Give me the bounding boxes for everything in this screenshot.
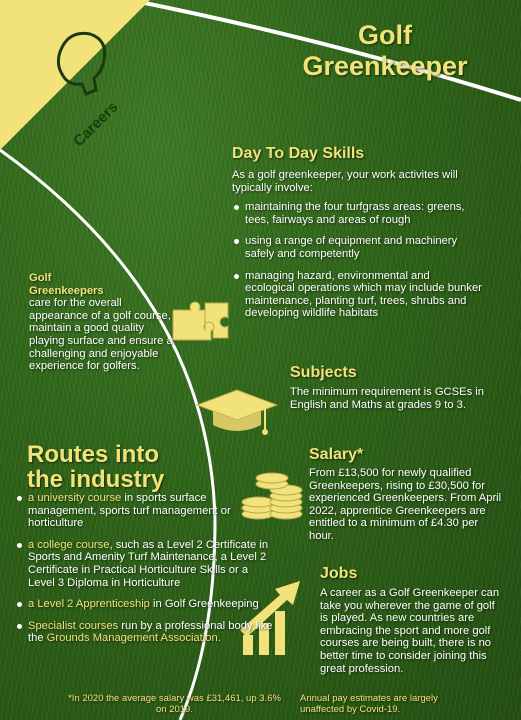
routes-heading-line-2: the industry [27, 466, 165, 493]
route-highlight: Specialist courses [28, 619, 119, 632]
salary-section [309, 446, 504, 543]
title-line-2: Greenkeeper [302, 51, 468, 81]
list-item [15, 492, 275, 530]
routes-section [15, 492, 275, 654]
puzzle-icon [168, 295, 238, 345]
salary-text: From £13,500 for newly qualified Greenkeepers, rising to £30,500 for experienced Greenkeepers. From April 2022, apprentice Greenkeepers are entitled to a minimum of £4.30 per hour. [309, 467, 502, 542]
skills-list [232, 201, 482, 320]
route-text: in Golf Greenkeeping [149, 598, 259, 611]
greenkeepers-label: Golf Greenkeepers [29, 272, 104, 297]
list-item: using a range of equipment and machinery safely and competently [232, 235, 482, 260]
route-text: run by a professional body like the [28, 619, 273, 645]
route-highlight: a university course [28, 492, 122, 504]
salary-heading: Salary* [309, 446, 364, 463]
route-highlight: Grounds Management Association. [46, 632, 221, 645]
routes-heading-line-1: Routes into [27, 441, 159, 468]
route-highlight: a college course [28, 538, 110, 551]
routes-heading [27, 442, 164, 492]
skills-heading: Day To Day Skills [232, 145, 365, 162]
subjects-text: The minimum requirement is GCSEs in English and Maths at grades 9 to 3. [290, 386, 484, 411]
route-text: , such as a Level 2 Certificate in Sports and Amenity Turf Maintenance, a Level 2 Certificate in Practical Horticulture Skills or a Level 3 Diploma in Horticulture [28, 538, 269, 589]
greenkeepers-text: care for the overall appearance of a golf course, maintain a good quality playing surface and ensure a challenging and enjoyable experience for golfers. [29, 297, 173, 373]
list-item: maintaining the four turfgrass areas: greens, tees, fairways and areas of rough [232, 201, 482, 226]
greenkeepers-blurb [29, 272, 179, 373]
title-line-1: Golf [358, 20, 412, 50]
routes-list [15, 492, 275, 645]
graduation-cap-icon [195, 385, 280, 440]
list-item: managing hazard, environmental and ecological operations which may include bunker maintenance, planting turf, trees, shrubs and developing wildlife habitats [232, 270, 482, 320]
page-title [285, 20, 485, 82]
list-item [15, 598, 275, 611]
route-text: in sports surface management, sports turf management or horticulture [28, 492, 231, 530]
subjects-section [290, 364, 485, 411]
subjects-heading: Subjects [290, 364, 357, 381]
skills-section [232, 145, 482, 329]
jobs-text: A career as a Golf Greenkeeper can take you wherever the game of golf is played. As new countries are embracing the sport and more golf courses are being built, there is no better time to consider joining this great profession. [320, 587, 500, 675]
covid-footnote: Annual pay estimates are largely unaffected by Covid-19. [300, 693, 438, 715]
skills-intro: As a golf greenkeeper, your work activites will typically involve: [232, 169, 458, 194]
careers-label: Careers [70, 98, 122, 151]
list-item [15, 620, 275, 645]
list-item [15, 539, 275, 589]
salary-footnote: *In 2020 the average salary was £31,461, up 3.6% on 2019. [68, 693, 281, 715]
jobs-heading: Jobs [320, 565, 358, 582]
jobs-section [320, 565, 505, 675]
route-highlight: a Level 2 Apprenticeship [28, 598, 150, 611]
